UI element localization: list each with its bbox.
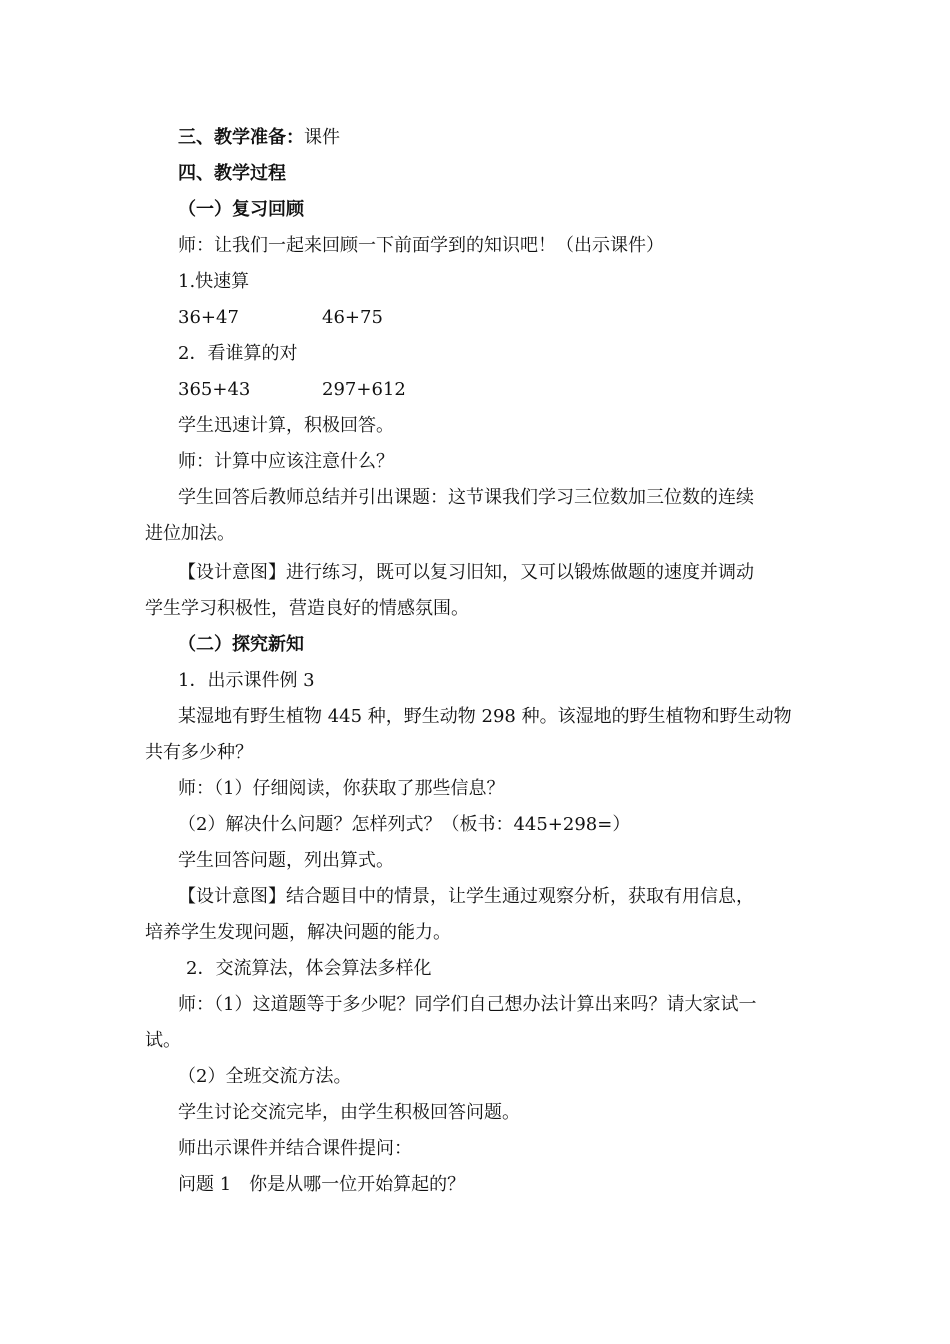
teacher-show: 师出示课件并结合课件提问： xyxy=(178,1138,412,1159)
summary-line-1: 学生回答后教师总结并引出课题：这节课我们学习三位数加三位数的连续 xyxy=(178,487,754,508)
check-calc-title: 2．看谁算的对 xyxy=(178,343,298,364)
part-2-heading: （二）探究新知 xyxy=(178,634,304,655)
students-response: 学生迅速计算，积极回答。 xyxy=(178,415,394,436)
teacher-question-2: （2）解决什么问题？怎样列式？（板书：445+298=） xyxy=(178,814,631,835)
step-2-title: 2．交流算法，体会算法多样化 xyxy=(186,958,432,979)
part-1-heading: （一）复习回顾 xyxy=(178,199,304,220)
quick-calc-title: 1.快速算 xyxy=(178,271,250,292)
teacher-question-3-line-2: 试。 xyxy=(145,1030,181,1051)
check-calc-row xyxy=(178,379,406,401)
teacher-intro: 师：让我们一起来回顾一下前面学到的知识吧！（出示课件） xyxy=(178,235,664,256)
teacher-question-4: （2）全班交流方法。 xyxy=(178,1066,352,1087)
teacher-question-1: 师：（1）仔细阅读，你获取了那些信息？ xyxy=(178,778,505,799)
design-intent-1-line-1: 【设计意图】进行练习，既可以复习旧知，又可以锻炼做题的速度并调动 xyxy=(178,562,754,583)
design-intent-2-line-1: 【设计意图】结合题目中的情景，让学生通过观察分析，获取有用信息， xyxy=(178,886,754,907)
design-intent-2-line-2: 培养学生发现问题，解决问题的能力。 xyxy=(145,922,451,943)
expression: 297+612 xyxy=(322,379,406,400)
students-answer: 学生回答问题，列出算式。 xyxy=(178,850,394,871)
expression: 46+75 xyxy=(322,307,383,328)
design-intent-1-line-2: 学生学习积极性，营造良好的情感氛围。 xyxy=(145,598,469,619)
quick-calc-row xyxy=(178,307,383,329)
section-3-heading: 三、教学准备： xyxy=(178,127,304,148)
expression: 36+47 xyxy=(178,307,239,328)
students-discussion: 学生讨论交流完毕，由学生积极回答问题。 xyxy=(178,1102,520,1123)
section-3-text: 课件 xyxy=(304,127,340,148)
section-4-heading: 四、教学过程 xyxy=(178,163,286,184)
question-1: 问题 1 你是从哪一位开始算起的？ xyxy=(178,1174,466,1195)
example-text-line-1: 某湿地有野生植物 445 种，野生动物 298 种。该湿地的野生植物和野生动物 xyxy=(178,706,792,727)
example-text-line-2: 共有多少种？ xyxy=(145,742,253,763)
teacher-question: 师：计算中应该注意什么？ xyxy=(178,451,394,472)
expression: 365+43 xyxy=(178,379,251,400)
summary-line-2: 进位加法。 xyxy=(145,523,235,544)
example-title: 1．出示课件例 3 xyxy=(178,670,315,691)
teacher-question-3-line-1: 师：（1）这道题等于多少呢？同学们自己想办法计算出来吗？请大家试一 xyxy=(178,994,757,1015)
section-3-line xyxy=(178,127,340,149)
